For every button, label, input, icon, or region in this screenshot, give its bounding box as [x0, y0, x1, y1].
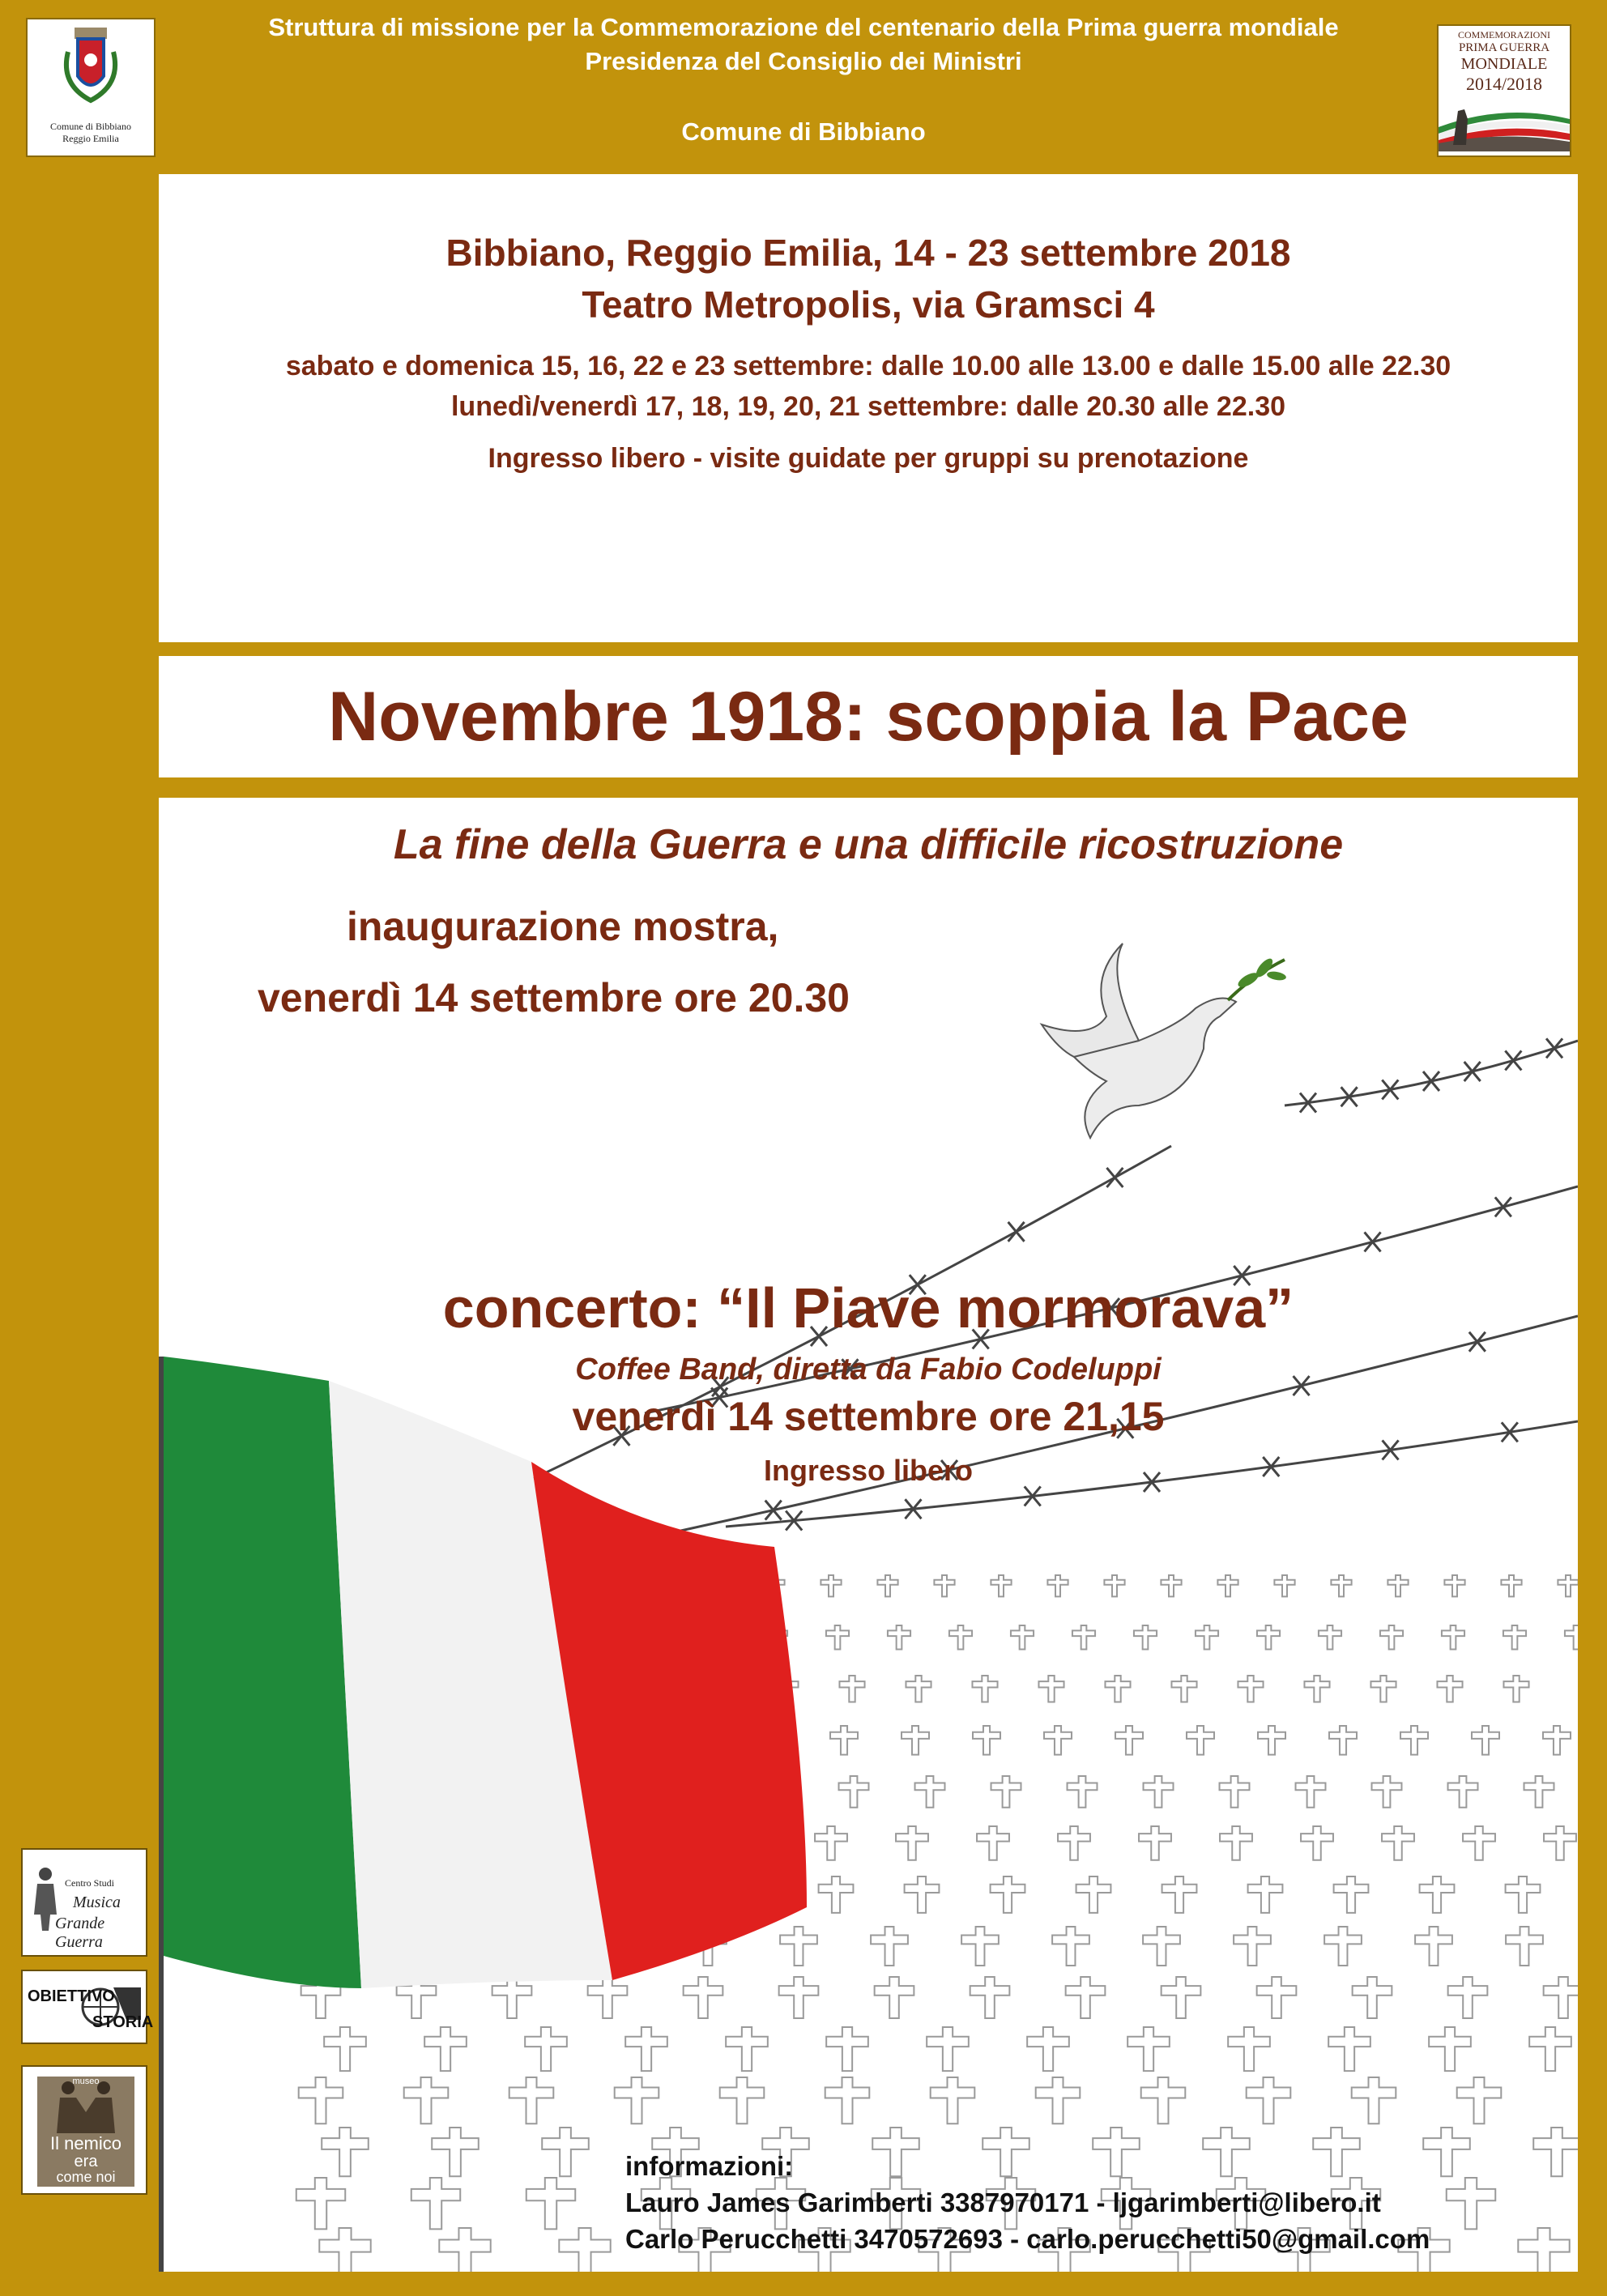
- cross-icon: [1072, 1625, 1095, 1649]
- cross-icon: [559, 2228, 610, 2272]
- cross-icon: [1331, 1575, 1351, 1596]
- cross-icon: [1296, 1776, 1326, 1808]
- cross-icon: [720, 2077, 765, 2123]
- event-hours-weekend: sabato e domenica 15, 16, 22 e 23 settembre: dalle 10.00 alle 13.00 e dalle 15.00 alle 22.30: [285, 351, 1451, 381]
- cross-icon: [1529, 2027, 1571, 2071]
- cross-icon: [1203, 2128, 1250, 2176]
- event-place-date: Bibbiano, Reggio Emilia, 14 - 23 settembre 2018: [445, 232, 1291, 274]
- cross-icon: [902, 1726, 929, 1755]
- sponsor-1-line-2: Musica: [73, 1893, 121, 1911]
- barb-icon: [765, 1501, 782, 1520]
- sponsor-logo-musica-grande-guerra: [21, 1848, 147, 1957]
- sponsor-1-line-3: Grande Guerra: [55, 1915, 105, 1951]
- cross-icon: [826, 2027, 868, 2071]
- cross-icon: [1139, 1826, 1171, 1860]
- barb-icon: [1008, 1222, 1025, 1242]
- cross-icon: [815, 1826, 847, 1860]
- cross-icon: [1234, 1927, 1271, 1966]
- cross-icon: [324, 2027, 366, 2071]
- cross-icon: [1047, 1575, 1068, 1596]
- cross-icon: [1448, 1776, 1478, 1808]
- cross-icon: [404, 2077, 449, 2123]
- cross-icon: [1370, 1676, 1396, 1702]
- cross-icon: [1093, 2128, 1140, 2176]
- inauguration-line-1: inaugurazione mostra,: [347, 904, 779, 949]
- cross-icon: [1301, 1826, 1333, 1860]
- header-line-1: Struttura di missione per la Commemorazione del centenario della Prima guerra mondiale: [268, 13, 1339, 41]
- cross-icon: [1382, 1826, 1414, 1860]
- cross-icon: [1352, 2077, 1396, 2123]
- cross-icon: [319, 2228, 370, 2272]
- cross-icon: [1248, 1876, 1283, 1913]
- cross-icon: [509, 2077, 554, 2123]
- barb-icon: [1106, 1168, 1123, 1187]
- cross-icon: [1444, 1575, 1464, 1596]
- cross-icon: [1052, 1927, 1089, 1966]
- cross-icon: [872, 2128, 919, 2176]
- cross-icon: [970, 1977, 1010, 2018]
- soldier-silhouette-icon: [1439, 95, 1570, 151]
- cross-icon: [972, 1676, 997, 1702]
- concert-entry: Ingresso libero: [763, 1454, 974, 1487]
- cross-icon: [1220, 1776, 1250, 1808]
- cross-icon: [1448, 1977, 1488, 2018]
- cross-icon: [1144, 1776, 1174, 1808]
- centenary-logo-line-3: MONDIALE: [1460, 55, 1548, 73]
- cross-icon: [1036, 2077, 1081, 2123]
- event-entry: Ingresso libero - visite guidate per gruppi su prenotazione: [488, 443, 1249, 474]
- cross-icon: [1558, 1575, 1578, 1596]
- cross-icon: [1506, 1876, 1541, 1913]
- cross-icon: [915, 1776, 945, 1808]
- cross-icon: [1524, 1776, 1554, 1808]
- cross-icon: [906, 1676, 931, 1702]
- cross-icon: [1372, 1776, 1402, 1808]
- comune-logo-caption-1: Comune di Bibbiano: [50, 121, 131, 132]
- cross-icon: [839, 1676, 864, 1702]
- cross-icon: [1141, 2077, 1186, 2123]
- cross-icon: [424, 2027, 467, 2071]
- cross-icon: [1565, 1625, 1578, 1649]
- contacts-label: informazioni:: [625, 2151, 794, 2181]
- cross-icon: [1503, 1676, 1528, 1702]
- cross-icon: [821, 1575, 841, 1596]
- cross-icon: [1274, 1575, 1294, 1596]
- cross-icon: [1044, 1726, 1072, 1755]
- cross-icon: [525, 2027, 567, 2071]
- cross-icon: [888, 1625, 910, 1649]
- cross-icon: [1329, 1726, 1357, 1755]
- barb-icon: [1365, 1232, 1381, 1251]
- cross-icon: [1258, 1726, 1285, 1755]
- cross-icon: [1457, 2077, 1502, 2123]
- concert-title: concerto: “Il Piave mormorava”: [442, 1276, 1294, 1340]
- cross-icon: [1387, 1575, 1408, 1596]
- cross-icon: [1076, 1876, 1111, 1913]
- cross-icon: [896, 1826, 928, 1860]
- cross-icon: [1161, 1575, 1181, 1596]
- barb-icon: [1464, 1062, 1481, 1081]
- cross-icon: [839, 1776, 869, 1808]
- sponsor-logo-obiettivo-storia: [21, 1970, 154, 2044]
- cross-icon: [1463, 1826, 1495, 1860]
- comune-logo-caption-2: Reggio Emilia: [62, 133, 119, 144]
- cross-icon: [1105, 1676, 1130, 1702]
- sponsor-2-line-2: STORIA: [92, 2013, 154, 2031]
- contact-perucchetti: Carlo Perucchetti 3470572693 - carlo.perucchetti50@gmail.com: [625, 2224, 1430, 2254]
- main-panel: [159, 798, 1578, 2272]
- sponsor-logo-il-nemico-era-come-noi: [21, 2065, 147, 2195]
- cross-icon: [1319, 1625, 1341, 1649]
- main-title: Novembre 1918: scoppia la Pace: [328, 678, 1409, 756]
- concert-band: Coffee Band, diretta da Fabio Codeluppi: [575, 1352, 1162, 1387]
- centenary-logo-line-4: 2014/2018: [1465, 74, 1543, 94]
- cross-icon: [299, 2077, 343, 2123]
- centenary-logo-line-1: COMMEMORAZIONI: [1458, 29, 1550, 40]
- cross-icon: [830, 1726, 858, 1755]
- cross-icon: [961, 1927, 999, 1966]
- cross-icon: [1238, 1676, 1263, 1702]
- cross-icon: [1217, 1575, 1238, 1596]
- cross-icon: [1543, 1726, 1571, 1755]
- cross-icon: [977, 1826, 1009, 1860]
- cross-icon: [1400, 1726, 1428, 1755]
- cross-icon: [973, 1726, 1000, 1755]
- sponsor-3-line-4: come noi: [56, 2169, 116, 2185]
- cross-icon: [1143, 1927, 1180, 1966]
- cross-icon: [1447, 2178, 1495, 2229]
- barbed-wire-strand: [1285, 1041, 1578, 1105]
- cross-icon: [991, 1575, 1011, 1596]
- cross-icon: [1442, 1625, 1464, 1649]
- cross-icon: [1187, 1726, 1214, 1755]
- cross-icon: [1501, 1575, 1521, 1596]
- barb-icon: [1505, 1050, 1521, 1070]
- cross-icon: [684, 1977, 723, 2018]
- cross-icon: [1134, 1625, 1157, 1649]
- cross-icon: [1353, 1977, 1392, 2018]
- cross-icon: [779, 1977, 819, 2018]
- sponsor-1-line-1: Centro Studi: [65, 1877, 115, 1889]
- cross-icon: [871, 1927, 908, 1966]
- cross-icon: [1415, 1927, 1452, 1966]
- barb-icon: [1495, 1197, 1511, 1216]
- sponsor-2-line-1: OBIETTIVO: [28, 1987, 115, 2005]
- cross-icon: [1058, 1826, 1090, 1860]
- cross-icon: [1423, 2128, 1470, 2176]
- cross-icon: [826, 1625, 849, 1649]
- cross-icon: [296, 2178, 345, 2229]
- cross-icon: [905, 1876, 940, 1913]
- cross-icon: [1171, 1676, 1196, 1702]
- cross-icon: [877, 1575, 897, 1596]
- cross-icon: [825, 2077, 870, 2123]
- cross-icon: [1380, 1625, 1403, 1649]
- cross-icon: [949, 1625, 972, 1649]
- header-line-3: Comune di Bibbiano: [681, 117, 926, 146]
- cross-icon: [588, 1977, 628, 2018]
- cross-icon: [1066, 1977, 1106, 2018]
- cross-icon: [1027, 2027, 1069, 2071]
- cross-icon: [1334, 1876, 1369, 1913]
- cross-icon: [991, 1776, 1021, 1808]
- cross-icon: [1068, 1776, 1098, 1808]
- cross-icon: [1162, 1876, 1197, 1913]
- cross-icon: [934, 1575, 954, 1596]
- cross-icon: [931, 2077, 975, 2123]
- header-bar: [0, 0, 1607, 162]
- cross-icon: [1518, 2228, 1569, 2272]
- cross-icon: [1328, 2027, 1370, 2071]
- title-panel: [159, 656, 1578, 777]
- cross-icon: [432, 2128, 479, 2176]
- dove-icon: [1042, 944, 1287, 1138]
- centenary-logo-line-2: PRIMA GUERRA: [1458, 41, 1550, 54]
- inauguration-line-2: venerdì 14 settembre ore 20.30: [258, 975, 850, 1020]
- event-venue: Teatro Metropolis, via Gramsci 4: [582, 283, 1155, 326]
- cross-icon: [1472, 1726, 1499, 1755]
- cross-icon: [1127, 2027, 1170, 2071]
- centenary-logo: [1437, 24, 1571, 157]
- header-line-2: Presidenza del Consiglio dei Ministri: [585, 47, 1022, 75]
- cross-icon: [1011, 1625, 1034, 1649]
- cross-icon: [1304, 1676, 1329, 1702]
- cross-icon: [1196, 1625, 1218, 1649]
- cross-icon: [1220, 1826, 1252, 1860]
- cross-icon: [492, 1977, 532, 2018]
- cross-icon: [439, 2228, 490, 2272]
- cross-icon: [875, 1977, 914, 2018]
- museum-logo-panel: [37, 2077, 134, 2187]
- cross-icon: [411, 2178, 460, 2229]
- sponsor-3-line-3: era: [74, 2153, 98, 2170]
- cross-icon: [1228, 2027, 1270, 2071]
- concert-date: venerdì 14 settembre ore 21,15: [572, 1394, 1165, 1439]
- cross-icon: [1313, 2128, 1360, 2176]
- cross-icon: [780, 1927, 817, 1966]
- divider-line: [0, 642, 1607, 650]
- sponsor-3-line-2: Il nemico: [49, 2133, 122, 2153]
- cross-icon: [1162, 1977, 1201, 2018]
- cross-icon: [625, 2027, 667, 2071]
- italian-flag-icon: [159, 1357, 807, 2272]
- cross-icon: [615, 2077, 659, 2123]
- cross-icon: [1257, 1977, 1297, 2018]
- cross-icon: [1533, 2128, 1578, 2176]
- cross-icon: [1503, 1625, 1526, 1649]
- cross-icon: [1437, 1676, 1462, 1702]
- cross-icon: [1420, 1876, 1455, 1913]
- cross-icon: [1506, 1927, 1543, 1966]
- cross-icon: [526, 2178, 575, 2229]
- cross-icon: [1544, 1977, 1578, 2018]
- cross-icon: [1247, 2077, 1291, 2123]
- cross-icon: [1544, 1826, 1576, 1860]
- contact-garimberti: Lauro James Garimberti 3387970171 - ljgarimberti@libero.it: [625, 2187, 1381, 2217]
- cross-icon: [983, 2128, 1029, 2176]
- cross-icon: [927, 2027, 969, 2071]
- barb-icon: [1546, 1038, 1562, 1058]
- cross-icon: [1038, 1676, 1064, 1702]
- subtitle: La fine della Guerra e una difficile ricostruzione: [393, 821, 1344, 868]
- event-hours-weekdays: lunedì/venerdì 17, 18, 19, 20, 21 settembre: dalle 20.30 alle 22.30: [450, 391, 1286, 422]
- cross-icon: [1257, 1625, 1280, 1649]
- event-info-panel: [159, 174, 1578, 642]
- cross-icon: [542, 2128, 589, 2176]
- sponsor-3-line-1: museo: [72, 2077, 100, 2086]
- cross-icon: [1324, 1927, 1362, 1966]
- cross-icon: [1115, 1726, 1143, 1755]
- cross-icon: [1429, 2027, 1471, 2071]
- cross-icon: [991, 1876, 1025, 1913]
- cross-icon: [726, 2027, 768, 2071]
- cross-icon: [819, 1876, 854, 1913]
- cross-icon: [322, 2128, 369, 2176]
- cross-icon: [1104, 1575, 1124, 1596]
